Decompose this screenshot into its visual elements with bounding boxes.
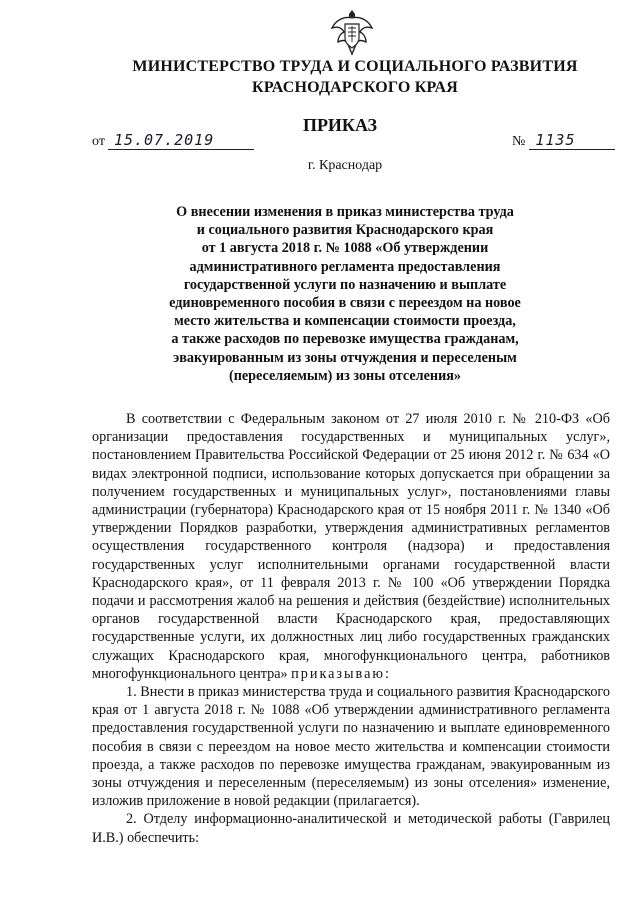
subject-line: и социального развития Краснодарского края [196, 222, 494, 239]
subject-line: государственной услуги по назначению и выплате [183, 276, 507, 293]
number-prefix: № [512, 134, 526, 149]
body-paragraph-3: 2. Отделу информационно-аналитической и методической работы (Гаврилец И.В.) обеспечить: [92, 811, 610, 846]
order-date [92, 131, 254, 150]
subject-line: (переселяемым) из зоны отселения» [228, 367, 462, 384]
ministry-name-line1: МИНИСТЕРСТВО ТРУДА И СОЦИАЛЬНОГО РАЗВИТИЯ [132, 58, 578, 75]
subject-line: место жительства и компенсации стоимости проезда, [174, 313, 516, 330]
order-body [92, 410, 610, 847]
order-subject [135, 203, 555, 385]
subject-line: О внесении изменения в приказ министерства труда [176, 204, 514, 220]
body-paragraph-1 [92, 410, 610, 683]
subject-line: единовременного пособия в связи с переездом на новое [169, 295, 521, 312]
city: г. Краснодар [307, 158, 383, 173]
ministry-name [120, 56, 590, 98]
number-value: 1135 [529, 131, 615, 150]
subject-line: от 1 августа 2018 г. № 1088 «Об утверждении [201, 240, 489, 257]
order-verb: приказываю: [291, 665, 391, 682]
body-paragraph-1-text: В соответствии с Федеральным законом от 27 июля 2010 г. № 210-ФЗ «Об организации предоставления государственных и муниципальных услуг», постановлением Правительства Российской Федерации от 25 июня 2012 г. № 634 «О видах электронной подписи, использование которых допускается при обращении за получением государственных и муниципальных услуг», постановлениями главы администрации (губернатора) Краснодарского края от 15 ноября 2011 г. № 1340 «Об утверждении Порядков разработки, утверждения административных регламентов осуществления государственного контроля (надзора) и предоставления государственных услуг исполнительными органами государственной власти Краснодарского края», от 11 февраля 2013 г. № 100 «Об утверждении Порядка подачи и рассмотрения жалоб на решения и действия (бездействие) исполнительных органов государственной власти Краснодарского края, предоставляющих государственные услуги, их должностных лиц либо государственных гражданских служащих Краснодарского края, многофункционального центра, работников многофункционального центра» [92, 411, 610, 682]
coat-of-arms-icon [330, 6, 374, 58]
subject-line: а также расходов по перевозке имущества гражданам, [171, 331, 519, 348]
body-paragraph-2: 1. Внести в приказ министерства труда и социального развития Краснодарского края от 1 августа 2018 г. № 1088 «Об утверждении административного регламента предоставления государственной услуги по назначению и выплате единовременного пособия в связи с переездом на новое место жительства и компенсации стоимости проезда, а также расходов по перевозке имущества гражданам, эвакуированным из зоны отчуждения и переселенным (переселяемым) из зоны отселения» изменение, изложив приложение в новой редакции (прилагается). [92, 684, 610, 810]
subject-line: административного регламента предоставления [189, 258, 501, 275]
date-value: 15.07.2019 [108, 131, 254, 150]
order-number [512, 131, 615, 150]
order-title: ПРИКАЗ [302, 115, 378, 135]
ministry-name-line2: КРАСНОДАРСКОГО КРАЯ [252, 79, 458, 96]
subject-line: эвакуированным из зоны отчуждения и переселеным [173, 349, 517, 366]
date-prefix: от [92, 134, 105, 149]
